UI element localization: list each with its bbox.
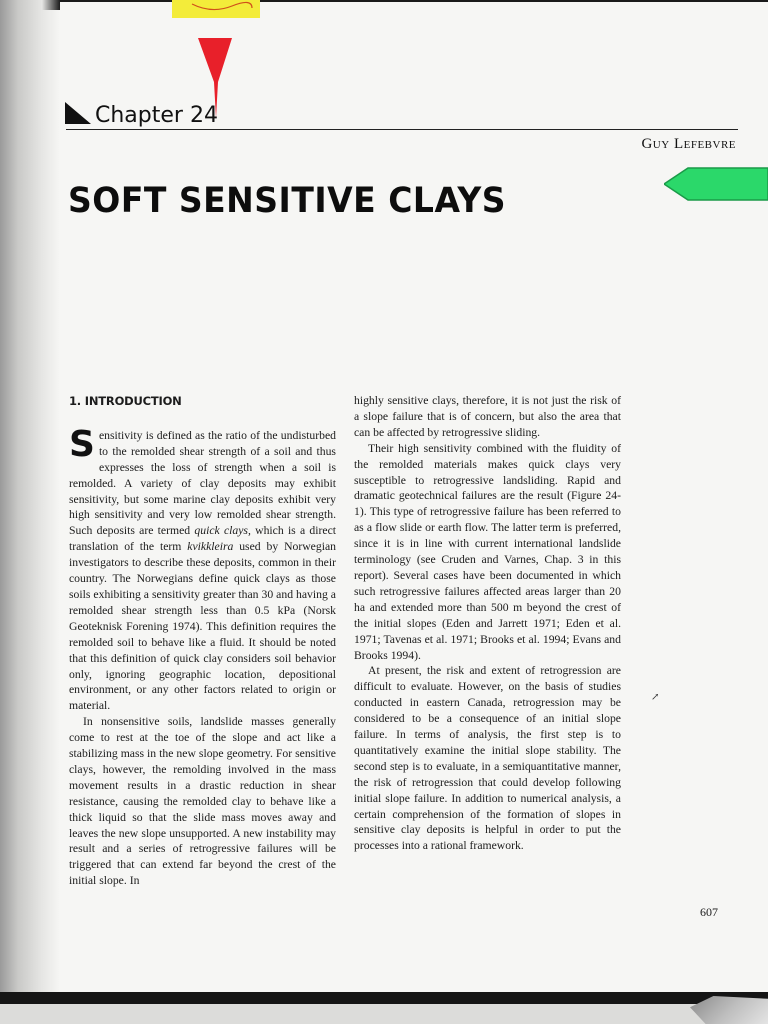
paragraph: At present, the risk and extent of retrogression are difficult to evaluate. However, on the basis of studies conducted in eastern Canada, retrogression may be considered to be a consequence of an initial slope failure. In terms of analysis, the first step is to quantitatively examine the initial slope stability. The second step is to evaluate, in a semiquantitative manner, the risk of retrogression that could develop following initial slope failure. In addition to numerical analysis, a certain comprehension of the formation of slopes in sensitive clay deposits is helpful in order to put the processes into a rational framework. [354, 664, 621, 853]
yellow-sticky-note [172, 0, 260, 18]
chapter-label: Chapter 24 [95, 103, 218, 128]
green-tab-marker-icon [664, 166, 768, 202]
page-number: 607 [700, 905, 718, 919]
scan-background [0, 1004, 768, 1024]
term-kvikkleira: kvikkleira [187, 540, 234, 554]
scan-top-edge [0, 0, 768, 10]
header-rule [66, 129, 738, 130]
paragraph: highly sensitive clays, therefore, it is not just the risk of a slope failure that is of concern, but also the area that can be affected by retrogressive sliding. [354, 394, 621, 439]
chapter-heading [65, 88, 218, 128]
chapter-triangle-icon [65, 102, 91, 124]
scribble-icon [172, 0, 260, 18]
term-quick-clays: quick clays, [194, 524, 251, 538]
chapter-title: SOFT SENSITIVE CLAYS [68, 180, 506, 221]
drop-cap: S [69, 423, 95, 465]
section-heading: 1. INTRODUCTION [69, 394, 182, 408]
pen-mark-icon: ↗ [651, 692, 660, 703]
paragraph: In nonsensitive soils, landslide masses generally come to rest at the toe of the slope and act like a stabilizing mass in the new slope geometry. For sensitive clays, however, the remolding involved in the mass movement results in a drastic reduction in shear resistance, causing the remolded clay to behave like a thick liquid so that the slide mass moves away and leaves the new slope unsupported. A new instability may result and a series of retrogressive failures will be triggered that can extend far beyond the crest of the initial slope. In [69, 715, 336, 888]
left-column [69, 392, 336, 889]
book-spine-shadow [0, 0, 60, 1024]
right-column [354, 393, 621, 854]
paragraph: Their high sensitivity combined with the fluidity of the remolded materials makes quick clays very susceptible to retrogressive landsliding. Rapid and dramatic geotechnical failures are the result (Figure 24-1). This type of retrogressive failure has been referred to as a flow slide or earth flow. The latter term is preferred, since it is in line with current international landslide terminology (see Cruden and Varnes, Chap. 3 in this report). Several cases have been documented in which such retrogressive failures affected areas larger than 20 ha and extended more than 500 m beyond the crest of the initial slopes (Eden and Jarrett 1971; Eden et al. 1971; Tavenas et al. 1971; Brooks et al. 1994; Evans and Brooks 1994). [354, 441, 621, 662]
author-name: Guy Lefebvre [641, 136, 736, 152]
paragraph: Sensitivity is defined as the ratio of the undisturbed to the remolded shear strength of a soil and thus expresses the loss of strength when a soil is remolded. A variety of clay deposits may exhibit sensitivity, but some marine clay deposits exhibit very high sensitivity and very low remolded shear strength. Such deposits are termed quick clays, which is a direct translation of the term kvikkleira used by Norwegian investigators to describe these deposits, common in their country. The Norwegians define quick clays as those soils exhibiting a sensitivity greater than 30 and having a remolded shear strength less than 0.5 kPa (Norsk Geoteknisk Forening 1974). This definition requires the remolded soil to behave like a fluid. It should be noted that this definition of quick clay considers soil behavior only, ignoring geographic location, depositional environment, or any other factors related to origin or material. [69, 423, 337, 713]
scan-bottom-edge [0, 992, 768, 1004]
